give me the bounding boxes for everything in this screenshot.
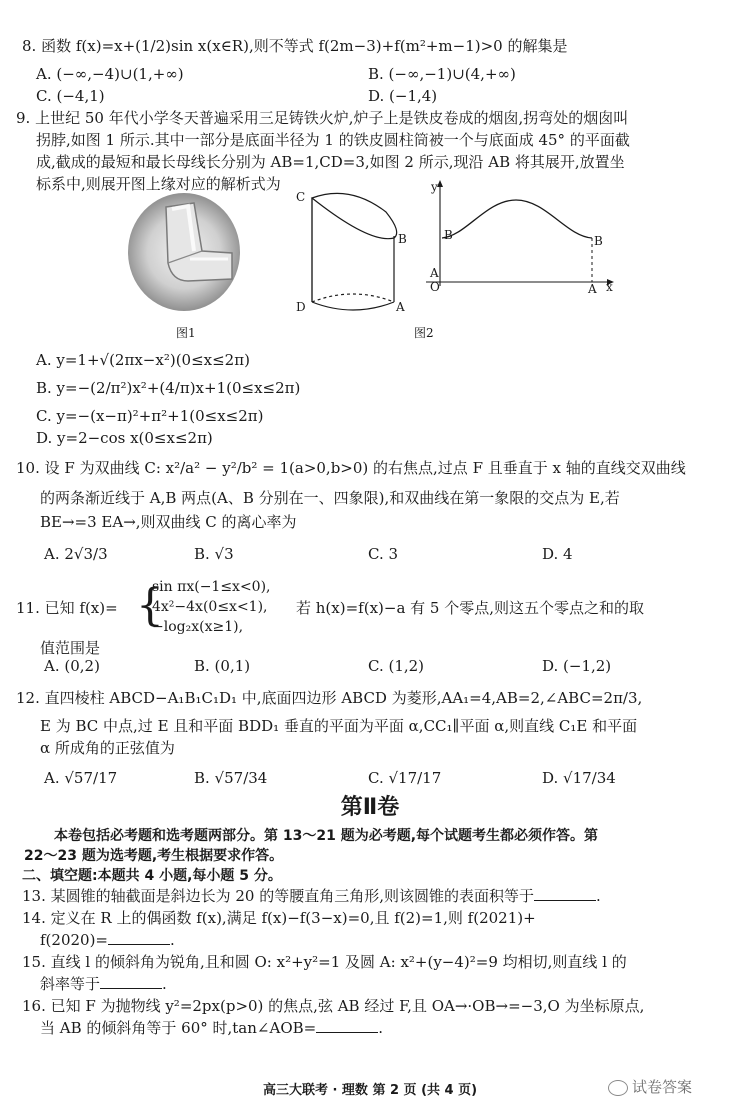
q11-case1: sin πx(−1≤x<0), (152, 579, 271, 595)
graph-label-a-right: A (588, 282, 597, 296)
q15-line2 (40, 974, 167, 994)
fig1-caption: 图1 (176, 326, 196, 340)
q16-stem: 当 AB 的倾斜角等于 60° 时,tan∠AOB= (40, 1019, 317, 1037)
q8-stem: 8. 函数 f(x)=x+(1/2)sin x(x∈R),则不等式 f(2m−3)+f(m²+m−1)>0 的解集是 (22, 37, 568, 55)
fig2-label-a: A (396, 300, 405, 314)
watermark-text: 试卷答案 (632, 1078, 693, 1096)
fig2-label-b: B (398, 232, 407, 246)
q14-blank[interactable] (108, 930, 170, 945)
q12-option-d: D. √17/34 (542, 769, 616, 787)
q11-option-c: C. (1,2) (368, 657, 425, 675)
q8-option-c: C. (−4,1) (36, 87, 105, 105)
graph-label-b-left: B (444, 228, 453, 242)
q9-line4: 标系中,则展开图上缘对应的解析式为 (36, 175, 281, 193)
q9-line2: 拐脖,如图 1 所示.其中一部分是底面半径为 1 的铁皮圆柱筒被一个与底面成 45° 的平面截 (36, 131, 630, 149)
q10-option-d: D. 4 (542, 545, 573, 563)
section-title: 第Ⅱ卷 (340, 795, 400, 820)
q11-suffix: 若 h(x)=f(x)−a 有 5 个零点,则这五个零点之和的取 (296, 599, 645, 617)
q16-line2 (40, 1018, 383, 1038)
q9-line1: 9. 上世纪 50 年代小学冬天普遍采用三足铸铁火炉,炉子上是铁皮卷成的烟囱,拐弯处的烟囱叫 (16, 109, 629, 127)
q13-blank[interactable] (534, 886, 596, 901)
watermark (608, 1076, 692, 1097)
q12-line2: E 为 BC 中点,过 E 且和平面 BDD₁ 垂直的平面为平面 α,CC₁∥平面 α,则直线 C₁E 和平面 (40, 717, 638, 735)
q13-end: . (596, 887, 601, 905)
q16-end: . (378, 1019, 383, 1037)
q8-option-d: D. (−1,4) (368, 87, 438, 105)
q14-line2 (40, 930, 175, 950)
q10-option-b: B. √3 (194, 545, 234, 563)
fig2-label-d: D (296, 300, 306, 314)
q15-line1: 15. 直线 l 的倾斜角为锐角,且和圆 O: x²+y²=1 及圆 A: x²+(y−4)²=9 均相切,则直线 l 的 (22, 953, 627, 971)
q11-case2: 4x²−4x(0≤x<1), (152, 599, 268, 615)
wechat-icon (608, 1080, 628, 1096)
q11-option-a: A. (0,2) (44, 657, 100, 675)
graph-label-a-left: A (430, 266, 439, 280)
cut-cylinder-figure (290, 184, 416, 318)
q11-line2: 值范围是 (40, 639, 101, 657)
q14-stem: f(2020)= (40, 931, 108, 949)
q9-option-b: B. y=−(2/π²)x²+(4/π)x+1(0≤x≤2π) (36, 379, 301, 397)
fig2-label-c: C (296, 190, 306, 204)
q11-case3: −log₂x(x≥1), (152, 619, 244, 635)
q12-option-b: B. √57/34 (194, 769, 268, 787)
page-footer: 高三大联考 · 理数 第 2 页 (共 4 页) (262, 1083, 478, 1098)
q9-line3: 成,截成的最短和最长母线长分别为 AB=1,CD=3,如图 2 所示,现沿 AB 将其展开,放置坐 (36, 153, 625, 171)
graph-label-origin: O (430, 280, 440, 294)
q10-line1: 10. 设 F 为双曲线 C: x²/a² − y²/b² = 1(a>0,b>0) 的右焦点,过点 F 且垂直于 x 轴的直线交双曲线 (16, 459, 686, 477)
graph-label-y: y (431, 180, 438, 194)
q12-option-a: A. √57/17 (44, 769, 118, 787)
section-note-line2: 22～23 题为选考题,考生根据要求作答。 (24, 848, 284, 864)
graph-label-b-right: B (594, 234, 603, 248)
q12-line1: 12. 直四棱柱 ABCD−A₁B₁C₁D₁ 中,底面四边形 ABCD 为菱形,AA₁=4,AB=2,∠ABC=2π/3, (16, 689, 643, 707)
q10-line3: BE→=3 EA→,则双曲线 C 的离心率为 (40, 513, 297, 531)
q8-option-a: A. (−∞,−4)∪(1,+∞) (36, 65, 184, 83)
q11-prefix: 11. 已知 f(x)= (16, 599, 118, 617)
q14-line1: 14. 定义在 R 上的偶函数 f(x),满足 f(x)−f(3−x)=0,且 f(2)=1,则 f(2021)+ (22, 909, 536, 927)
q11-option-b: B. (0,1) (194, 657, 251, 675)
q13-text (22, 886, 601, 906)
elbow-pipe-shape (128, 193, 240, 311)
q9-option-d: D. y=2−cos x(0≤x≤2π) (36, 429, 213, 447)
q12-option-c: C. √17/17 (368, 769, 442, 787)
fill-blank-heading: 二、填空题:本题共 4 小题,每小题 5 分。 (22, 868, 282, 884)
q8-option-b: B. (−∞,−1)∪(4,+∞) (368, 65, 516, 83)
q10-option-a: A. 2√3/3 (44, 545, 108, 563)
q11-brace: { (136, 580, 164, 631)
q14-end: . (170, 931, 175, 949)
q10-line2: 的两条渐近线于 A,B 两点(A、B 分别在一、四象限),和双曲线在第一象限的交点为 E,若 (40, 489, 620, 507)
q16-blank[interactable] (316, 1018, 378, 1033)
q11-option-d: D. (−1,2) (542, 657, 612, 675)
q13-stem: 13. 某圆锥的轴截面是斜边长为 20 的等腰直角三角形,则该圆锥的表面积等于 (22, 887, 535, 905)
q15-blank[interactable] (100, 974, 162, 989)
graph-label-x: x (606, 280, 613, 294)
q9-option-c: C. y=−(x−π)²+π²+1(0≤x≤2π) (36, 407, 264, 425)
q9-option-a: A. y=1+√(2πx−x²)(0≤x≤2π) (36, 351, 250, 369)
fig2-caption: 图2 (414, 326, 434, 340)
q16-line1: 16. 已知 F 为抛物线 y²=2px(p>0) 的焦点,弦 AB 经过 F,且 OA→·OB→=−3,O 为坐标原点, (22, 997, 645, 1015)
q15-stem: 斜率等于 (40, 975, 101, 993)
section-note-line1: 本卷包括必考题和选考题两部分。第 13～21 题为必考题,每个试题考生都必须作答。第 (54, 828, 599, 844)
stovepipe-elbow-photo (128, 193, 240, 311)
q12-line3: α 所成角的正弦值为 (40, 739, 175, 757)
q15-end: . (162, 975, 167, 993)
q10-option-c: C. 3 (368, 545, 399, 563)
